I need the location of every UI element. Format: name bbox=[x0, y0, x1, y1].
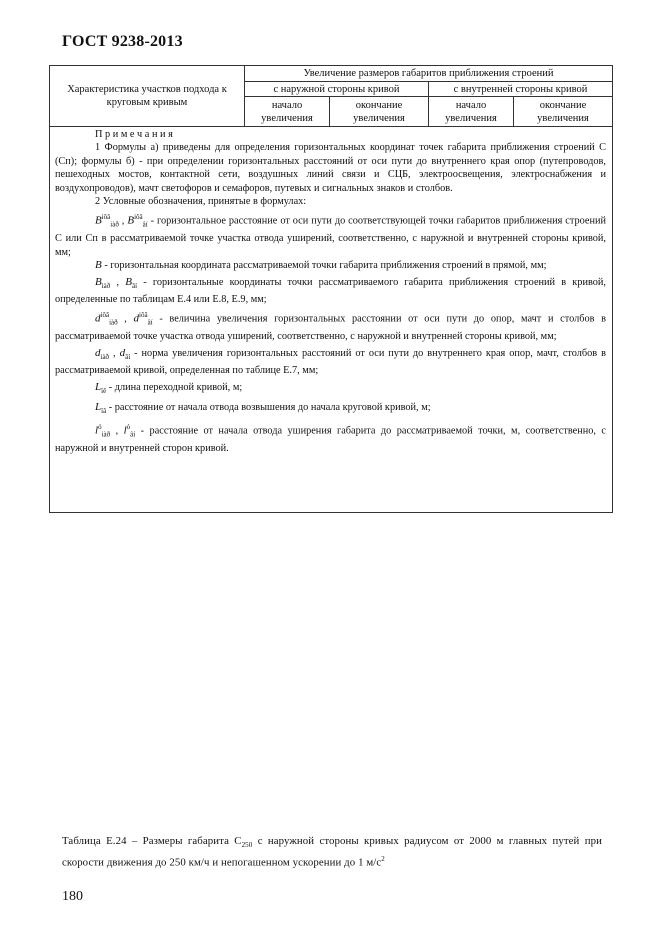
caption-label: Таблица Е.24 bbox=[62, 835, 127, 847]
standard-header: ГОСТ 9238-2013 bbox=[62, 33, 183, 50]
outer-start-header: начало увеличения bbox=[245, 97, 330, 127]
symbol: l bbox=[95, 424, 99, 437]
page-number: 180 bbox=[62, 889, 83, 904]
caption-text: – Размеры габарита С bbox=[131, 835, 242, 847]
inner-end-header: окончание увеличения bbox=[514, 97, 613, 127]
symbol: d bbox=[119, 346, 126, 359]
definition-text: - горизонтальная координата рассматриваемой точки габарита приближения строений в прямой, мм; bbox=[104, 260, 547, 272]
symbol: l bbox=[123, 424, 127, 437]
symbol: B bbox=[95, 259, 102, 272]
notes-title: П р и м е ч а н и я bbox=[95, 129, 173, 140]
definition-1: $B^{іôâ}_{iàð}$ , $B^{іôâ}_{âí}$ - горизонтальное расстояние от оси пути до соответствующей точки габаритов приближения строений С или Сп в рассматриваемой точке участка отвода уширений, соответственно, с наружной и внутренней стороны кривой, мм; bbox=[55, 213, 606, 258]
definition-4: $d^{іôâ}_{iàð}$ , $d^{іôâ}_{âí}$ - величина увеличения горизонтальных расстоянии от оси пути до опор, мачт и столбов в рассматриваемой точке участка отвода уширений, соответственно, с наружной и внутренней стороны кривой, мм; bbox=[55, 311, 606, 343]
definition-6: $L_{ïê}$ - длина переходной кривой, м; bbox=[95, 380, 243, 395]
inner-side-header: с внутренней стороны кривой bbox=[428, 82, 612, 97]
table-caption bbox=[62, 834, 602, 870]
definition-text: - величина увеличения горизонтальных расстоянии от оси пути до опор, мачт и столбов в рассматриваемой точке участка отвода уширений, соответственно, с наружной и внутренней стороны кривой, мм; bbox=[55, 313, 606, 343]
definition-2 bbox=[55, 259, 606, 272]
definition-text: - горизонтальное расстояние от оси пути до соответствующей точки габаритов приближения строений С или Сп в рассматриваемой точке участка отвода уширений, соответственно, с наружной и внутренней стороны кривой, мм; bbox=[55, 215, 606, 258]
outer-end-header: окончание увеличения bbox=[330, 97, 429, 127]
symbol: L bbox=[95, 400, 102, 413]
inner-start-header: начало увеличения bbox=[428, 97, 513, 127]
note-2: 2 Условные обозначения, принятые в формулах: bbox=[95, 196, 307, 208]
dimension-table bbox=[49, 65, 613, 127]
definition-text: - норма увеличения горизонтальных расстояний от оси пути до внутреннего края опор, мачт, столбов в рассматриваемой кривой, определенная по таблице Е.7, мм; bbox=[55, 347, 606, 377]
increase-group-header: Увеличение размеров габаритов приближения строений bbox=[245, 66, 613, 82]
note-1: 1 Формулы а) приведены для определения горизонтальных координат точек габарита приближения строений С (Сп); формулы б) - при определении горизонтальных расстояний от оси пути до внутреннего края опор (путепроводов, пешеходных мостов, контактной сети, воздушных линий связи и СЦБ, электроосвещения, электроснабжения и воздухопроводов), мачт светофоров и семафоров, путевых и сигнальных знаков и столбов. bbox=[55, 142, 606, 194]
definition-8: $l^ó_{iàð}$ , $l^ó_{âí}$ - расстояние от начала отвода уширения габарита до рассматриваемой точки, м, соответственно, с наружной и внутренней сторон кривой. bbox=[55, 423, 607, 455]
caption-text-2: с наружной стороны кривых радиусом от 2000 м главных путей при скорости движения до 250 км/ч и непогашенном ускорении до 1 м/с bbox=[62, 835, 602, 869]
symbol: d bbox=[95, 346, 101, 359]
symbol: L bbox=[95, 380, 102, 393]
symbol: B bbox=[95, 275, 102, 288]
definition-5: $d_{iàð}$ , $d_{âí}$ - норма увеличения горизонтальных расстояний от оси пути до внутреннего края опор, мачт, столбов в рассматриваемой кривой, определенная по таблице Е.7, мм; bbox=[55, 346, 606, 377]
outer-side-header: с наружной стороны кривой bbox=[245, 82, 429, 97]
definition-text: - расстояние от начала отвода уширения габарита до рассматриваемой точки, м, соответственно, с наружной и внутренней сторон кривой. bbox=[55, 425, 607, 455]
symbol: B bbox=[127, 214, 135, 227]
notes-block bbox=[55, 128, 606, 456]
definition-7: $L_{ïâ}$ - расстояние от начала отвода возвышения до начала круговой кривой, м; bbox=[95, 400, 431, 416]
caption-subscript: 250 bbox=[241, 841, 253, 850]
definition-text: - длина переходной кривой, м; bbox=[108, 381, 243, 393]
symbol: d bbox=[133, 312, 140, 325]
definition-text: - расстояние от начала отвода возвышения до начала круговой кривой, м; bbox=[108, 401, 431, 413]
definition-3: $B_{iàð}$ , $B_{âí}$ - горизонтальные координаты точки рассматриваемого габарита приближения строений в кривой, определенные по таблицам Е.4 или Е.8, Е.9, мм; bbox=[55, 275, 606, 305]
characteristic-header: Характеристика участков подхода к круговым кривым bbox=[50, 66, 245, 127]
symbol: d bbox=[95, 312, 101, 325]
symbol: B bbox=[95, 214, 102, 227]
caption-superscript: 2 bbox=[381, 855, 385, 864]
symbol: B bbox=[125, 275, 132, 288]
definition-text: - горизонтальные координаты точки рассматриваемого габарита приближения строений в кривой, определенные по таблицам Е.4 или Е.8, Е.9, мм; bbox=[55, 276, 606, 305]
